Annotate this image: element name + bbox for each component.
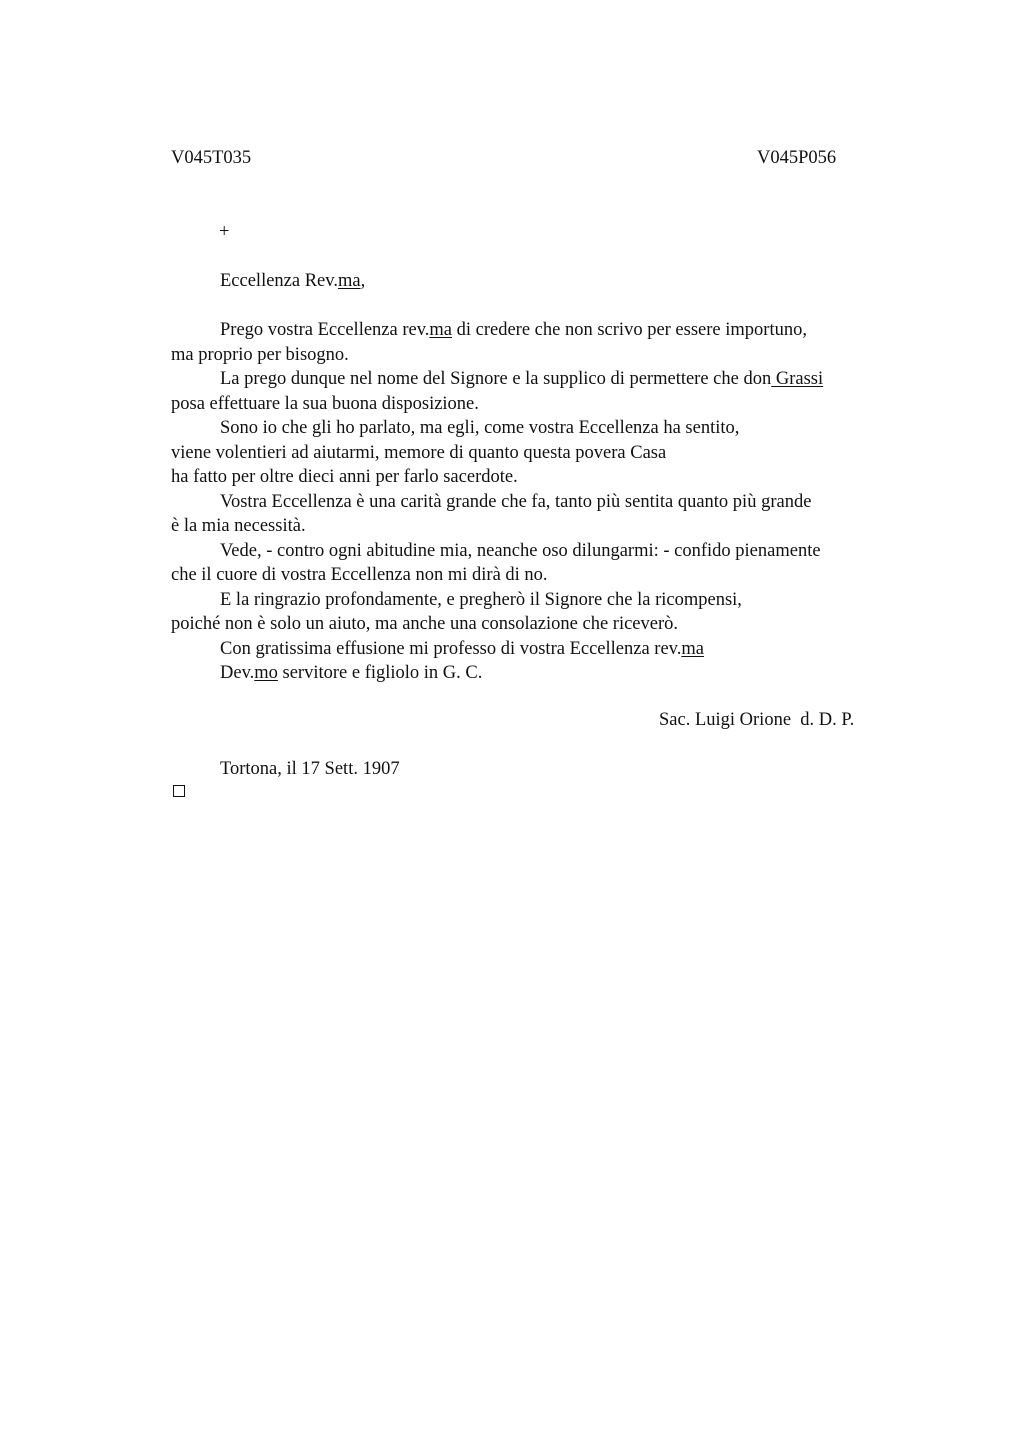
paragraph-2-line-1 bbox=[171, 367, 901, 392]
p2-text-a: La prego dunque nel nome del Signore e la supplico di permettere che don bbox=[220, 369, 772, 389]
paragraph-3-line-2: viene volentieri ad aiutarmi, memore di quanto questa povera Casa bbox=[171, 442, 667, 463]
signature: Sac. Luigi Orione d. D. P. bbox=[659, 710, 855, 730]
cross-symbol: + bbox=[219, 222, 230, 242]
paragraph-6-line-2: poiché non è solo un aiuto, ma anche una consolazione che riceverò. bbox=[171, 614, 679, 634]
letter-body bbox=[171, 318, 901, 686]
paragraph-6-line-1: E la ringrazio profondamente, e pregherò il Signore che la ricompensi, bbox=[220, 589, 742, 610]
place-date: Tortona, il 17 Sett. 1907 bbox=[220, 759, 400, 779]
dev-text: Dev. bbox=[220, 663, 255, 683]
salutation bbox=[220, 270, 365, 292]
paragraph-3-line-3: ha fatto per oltre dieci anni per farlo sacerdote. bbox=[171, 467, 518, 487]
paragraph-2-line-2: posa effettuare la sua buona disposizione. bbox=[171, 393, 479, 414]
document-code-right: V045P056 bbox=[757, 148, 837, 168]
dev-abbr: mo bbox=[254, 663, 278, 683]
document-code-left: V045T035 bbox=[171, 148, 252, 168]
paragraph-1-line-2: ma proprio per bisogno. bbox=[171, 344, 349, 365]
dev-rest: servitore e figliolo in G. C. bbox=[277, 663, 483, 683]
paragraph-4-line-2: è la mia necessità. bbox=[171, 516, 306, 536]
paragraph-5-line-1: Vede, - contro ogni abitudine mia, neanche oso dilungarmi: - confido pienamente bbox=[220, 540, 821, 561]
p1-abbr: ma bbox=[429, 320, 452, 340]
closing-line-1 bbox=[171, 637, 901, 662]
salutation-punct: , bbox=[360, 271, 366, 291]
end-box-icon bbox=[173, 785, 185, 797]
p2-name: Grassi bbox=[771, 369, 824, 389]
salutation-abbr: ma bbox=[337, 271, 361, 291]
closing-abbr: ma bbox=[681, 638, 704, 659]
p1-text-a: Prego vostra Eccellenza rev. bbox=[220, 320, 430, 340]
closing-text: Con gratissima effusione mi professo di vostra Eccellenza rev. bbox=[220, 638, 682, 659]
paragraph-5-line-2: che il cuore di vostra Eccellenza non mi dirà di no. bbox=[171, 565, 548, 585]
salutation-text: Eccellenza Rev. bbox=[220, 271, 338, 291]
paragraph-1-line-1 bbox=[171, 318, 901, 343]
p1-text-b: di credere che non scrivo per essere importuno, bbox=[452, 320, 807, 340]
closing-line-2 bbox=[171, 661, 901, 686]
paragraph-4-line-1: Vostra Eccellenza è una carità grande che fa, tanto più sentita quanto più grande bbox=[220, 491, 812, 512]
paragraph-3-line-1: Sono io che gli ho parlato, ma egli, come vostra Eccellenza ha sentito, bbox=[220, 418, 740, 438]
